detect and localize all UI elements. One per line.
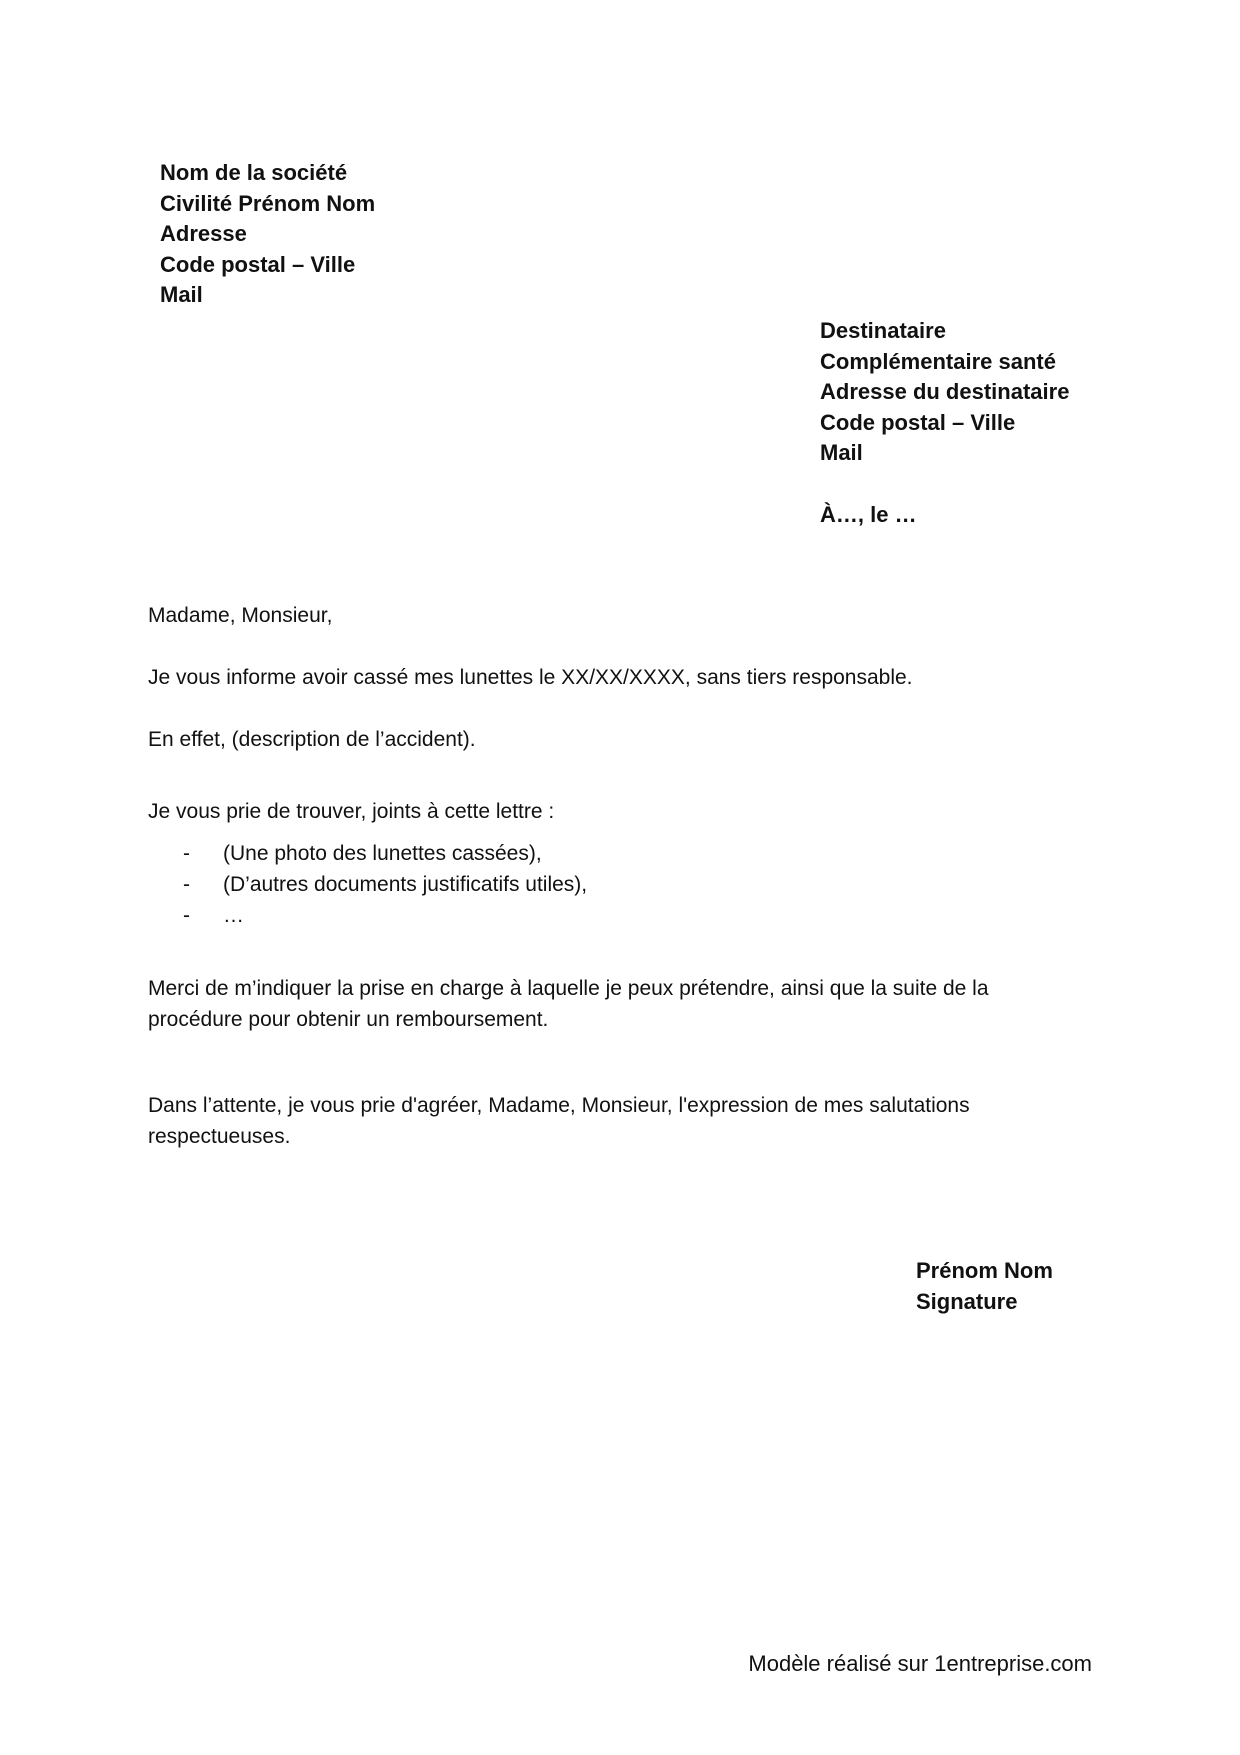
- sender-address: Adresse: [160, 221, 247, 246]
- recipient-organization: Complémentaire santé: [820, 348, 1056, 374]
- recipient-mail: Mail: [820, 440, 863, 465]
- place-date: À…, le …: [820, 502, 917, 527]
- attachment-ellipsis: …: [223, 904, 244, 927]
- recipient-block: [820, 316, 1069, 469]
- recipient-label: Destinataire: [820, 318, 946, 343]
- sender-name: Civilité Prénom Nom: [160, 190, 376, 216]
- list-dash: -: [183, 873, 190, 896]
- paragraph-request-line-2: procédure pour obtenir un remboursement.: [148, 1008, 549, 1031]
- list-dash: -: [183, 904, 190, 927]
- signature-label: Signature: [916, 1288, 1018, 1314]
- sender-block: [160, 158, 375, 311]
- paragraph-closing: [148, 1090, 970, 1152]
- paragraph-attachments-intro: Je vous prie de trouver, joints à cette lettre :: [148, 800, 555, 823]
- paragraph-closing-line-1: Dans l’attente, je vous prie d'agréer, Madame, Monsieur, l'expression de mes salutations: [148, 1094, 970, 1117]
- recipient-city: Code postal – Ville: [820, 409, 1016, 435]
- sender-mail: Mail: [160, 282, 203, 307]
- paragraph-request-line-1: Merci de m’indiquer la prise en charge à laquelle je peux prétendre, ainsi que la suite de la: [148, 977, 989, 1000]
- footer-credit: Modèle réalisé sur 1entreprise.com: [748, 1651, 1092, 1676]
- paragraph-request: [148, 973, 989, 1035]
- signature-block: [916, 1256, 1053, 1317]
- attachment-documents: (D’autres documents justificatifs utiles),: [223, 873, 588, 896]
- signature-name: Prénom Nom: [916, 1258, 1053, 1283]
- paragraph-description: En effet, (description de l’accident).: [148, 728, 476, 751]
- attachment-photo: (Une photo des lunettes cassées),: [223, 842, 542, 865]
- sender-city: Code postal – Ville: [160, 251, 356, 277]
- salutation: Madame, Monsieur,: [148, 604, 333, 627]
- recipient-address: Adresse du destinataire: [820, 379, 1070, 404]
- list-dash: -: [183, 842, 190, 865]
- paragraph-incident: Je vous informe avoir cassé mes lunettes le XX/XX/XXXX, sans tiers responsable.: [148, 666, 913, 689]
- sender-company: Nom de la société: [160, 160, 348, 185]
- paragraph-closing-line-2: respectueuses.: [148, 1125, 291, 1148]
